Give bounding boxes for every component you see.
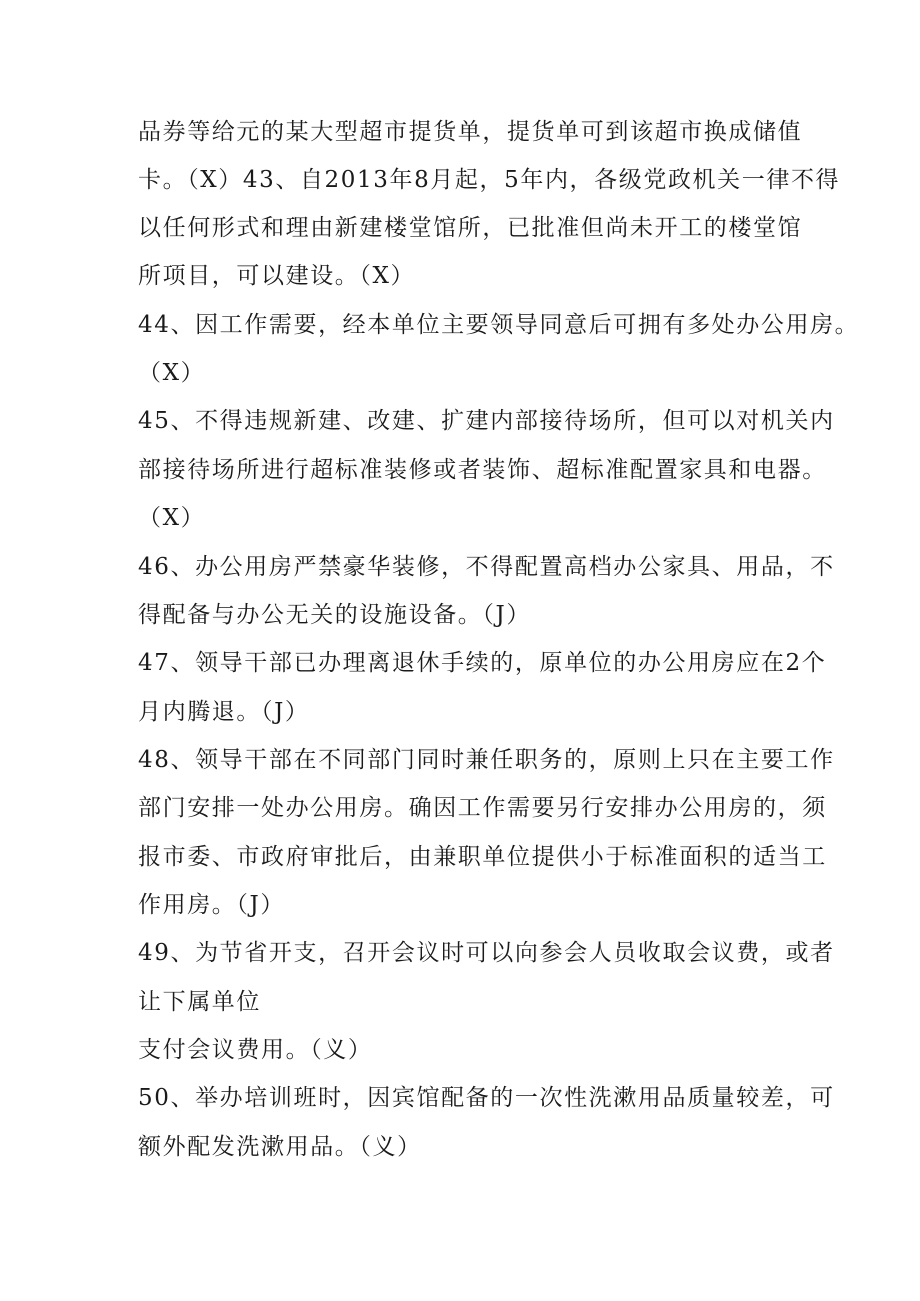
- text-line: 以任何形式和理由新建楼堂馆所，已批准但尚未开工的楼堂馆: [138, 215, 803, 241]
- text-line: 45、不得违规新建、改建、扩建内部接待场所，但可以对机关内: [138, 408, 835, 434]
- text-line: 品券等给元的某大型超市提货单，提货单可到该超市换成储值: [138, 119, 803, 145]
- text-line: 卡。（X）43、自2013年8月起，5年内，各级党政机关一律不得: [138, 167, 841, 193]
- text-line: 部接待场所进行超标准装修或者装饰、超标准配置家具和电器。: [138, 457, 827, 483]
- text-line: 让下属单位: [138, 989, 261, 1015]
- text-line: 得配备与办公无关的设施设备。（J）: [138, 602, 531, 628]
- text-line: 46、办公用房严禁豪华装修，不得配置高档办公家具、用品，不: [138, 554, 835, 580]
- text-line: （X）: [138, 360, 206, 386]
- text-line: 所项目，可以建设。（X）: [138, 263, 416, 289]
- text-line: （X）: [138, 505, 206, 531]
- text-line: 月内腾退。（J）: [138, 699, 310, 725]
- text-line: 47、领导干部已办理离退休手续的，原单位的办公用房应在2个: [138, 650, 827, 676]
- text-line: 作用房。（J）: [138, 892, 285, 918]
- text-line: 49、为节省开支，召开会议时可以向参会人员收取会议费，或者: [138, 940, 835, 966]
- text-line: 支付会议费用。（义）: [138, 1037, 373, 1063]
- text-line: 50、举办培训班时，因宾馆配备的一次性洗漱用品质量较差，可: [138, 1085, 835, 1111]
- text-line: 44、因工作需要，经本单位主要领导同意后可拥有多处办公用房。: [138, 312, 860, 338]
- text-line: 报市委、市政府审批后，由兼职单位提供小于标准面积的适当工: [138, 844, 827, 870]
- text-line: 额外配发洗漱用品。（义）: [138, 1134, 422, 1160]
- text-line: 48、领导干部在不同部门同时兼任职务的，原则上只在主要工作: [138, 747, 835, 773]
- text-line: 部门安排一处办公用房。确因工作需要另行安排办公用房的，须: [138, 795, 827, 821]
